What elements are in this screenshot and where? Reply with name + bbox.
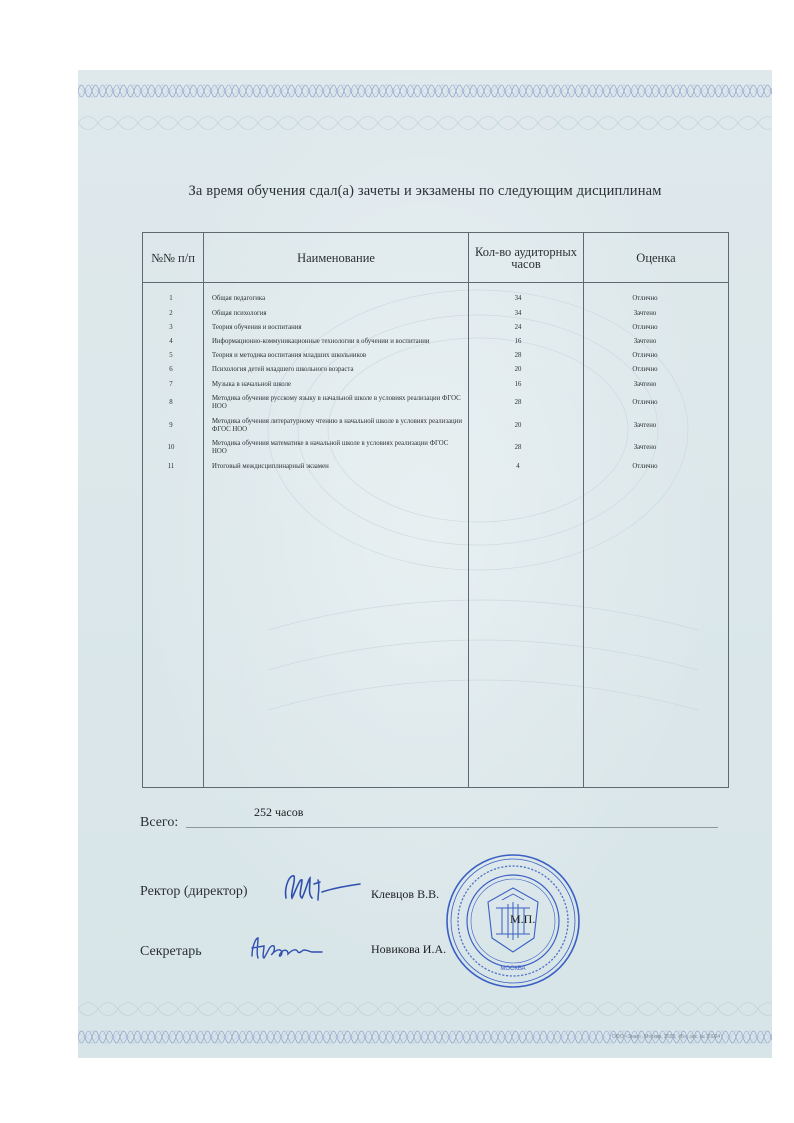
- row-number: 3: [169, 324, 173, 331]
- row-discipline: Общая психология: [212, 310, 267, 317]
- table-row: [142, 352, 716, 360]
- row-hours: 28: [514, 398, 522, 406]
- row-grade: Отлично: [632, 366, 658, 373]
- table-row: [142, 295, 716, 303]
- table-row: [142, 395, 716, 410]
- row-number: 8: [169, 398, 173, 406]
- page-heading: За время обучения сдал(а) зачеты и экзамены по следующим дисциплинам: [188, 183, 662, 199]
- table-row: [142, 418, 716, 433]
- table-row: [142, 381, 716, 389]
- row-number: 2: [169, 310, 173, 317]
- row-hours: 28: [514, 352, 522, 359]
- row-grade: Зачтено: [633, 338, 657, 345]
- table-row: [142, 440, 716, 455]
- row-discipline: Музыка в начальной школе: [212, 381, 291, 388]
- row-grade: Отлично: [632, 324, 658, 331]
- diploma-supplement-sheet: [78, 70, 772, 1058]
- rector-signature: [274, 868, 366, 908]
- grades-rows: [142, 70, 716, 1058]
- table-row: [142, 310, 716, 318]
- row-hours: 24: [514, 324, 522, 331]
- table-row: [142, 463, 716, 471]
- header-hours: Кол-во аудиторных часов: [469, 233, 584, 283]
- rector-label: Ректор (директор): [140, 884, 248, 899]
- row-hours: 16: [514, 381, 522, 388]
- row-grade: Отлично: [632, 463, 658, 470]
- row-number: 7: [169, 381, 173, 388]
- row-number: 9: [169, 421, 173, 429]
- row-grade: Зачтено: [633, 381, 657, 388]
- row-number: 10: [167, 443, 175, 451]
- row-discipline: Информационно-коммуникационные технологии в обучении и воспитании: [212, 338, 430, 345]
- row-discipline: Методика обучения математике в начальной школе в условиях реализации ФГОС НОО: [212, 440, 449, 455]
- row-discipline: Общая педагогика: [212, 295, 266, 302]
- row-grade: Зачтено: [633, 310, 657, 317]
- row-grade: Отлично: [632, 352, 658, 359]
- row-number: 11: [167, 463, 175, 470]
- total-hours-value: 252 часов: [254, 805, 304, 819]
- row-hours: 20: [514, 366, 522, 373]
- rector-name: Клевцов В.В.: [371, 887, 440, 901]
- row-number: 4: [169, 338, 173, 345]
- total-label: Всего:: [140, 815, 179, 830]
- stamp-place-mark: М.П.: [510, 912, 536, 926]
- row-discipline: Теория обучения и воспитания: [212, 324, 302, 331]
- row-number: 5: [169, 352, 173, 359]
- row-hours: 16: [514, 338, 522, 345]
- table-row: [142, 324, 716, 332]
- row-discipline: Психология детей младшего школьного возраста: [212, 366, 354, 373]
- header-number: №№ п/п: [143, 233, 204, 283]
- row-hours: 34: [514, 310, 522, 317]
- row-grade: Отлично: [632, 398, 658, 406]
- seal-city: МОСКВА: [500, 966, 526, 972]
- total-underline: [186, 827, 718, 828]
- row-discipline: Методика обучения русскому языку в начальной школе в условиях реализации ФГОС НОО: [212, 395, 461, 410]
- row-discipline: Итоговый междисциплинарный экзамен: [212, 463, 329, 470]
- table-row: [142, 366, 716, 374]
- table-row: [142, 338, 716, 346]
- secretary-label: Секретарь: [140, 944, 202, 959]
- secretary-signature: [246, 932, 330, 966]
- row-hours: 4: [516, 463, 520, 470]
- row-hours: 20: [514, 421, 522, 429]
- row-grade: Зачтено: [633, 421, 657, 429]
- row-grade: Отлично: [632, 295, 658, 302]
- printer-note: ООО «Знак», Москва, 2023, «Б», зак. № 20024: [612, 1034, 721, 1040]
- row-number: 6: [169, 366, 173, 373]
- row-discipline: Теория и методика воспитания младших школьников: [212, 352, 367, 359]
- header-name: Наименование: [204, 233, 469, 283]
- secretary-name: Новикова И.А.: [371, 942, 447, 956]
- header-grade: Оценка: [584, 233, 729, 283]
- row-hours: 28: [514, 443, 522, 451]
- row-discipline: Методика обучения литературному чтению в начальной школе в условиях реализации ФГОС НОО: [212, 418, 462, 433]
- row-number: 1: [169, 295, 173, 302]
- row-hours: 34: [514, 295, 522, 302]
- row-grade: Зачтено: [633, 443, 657, 451]
